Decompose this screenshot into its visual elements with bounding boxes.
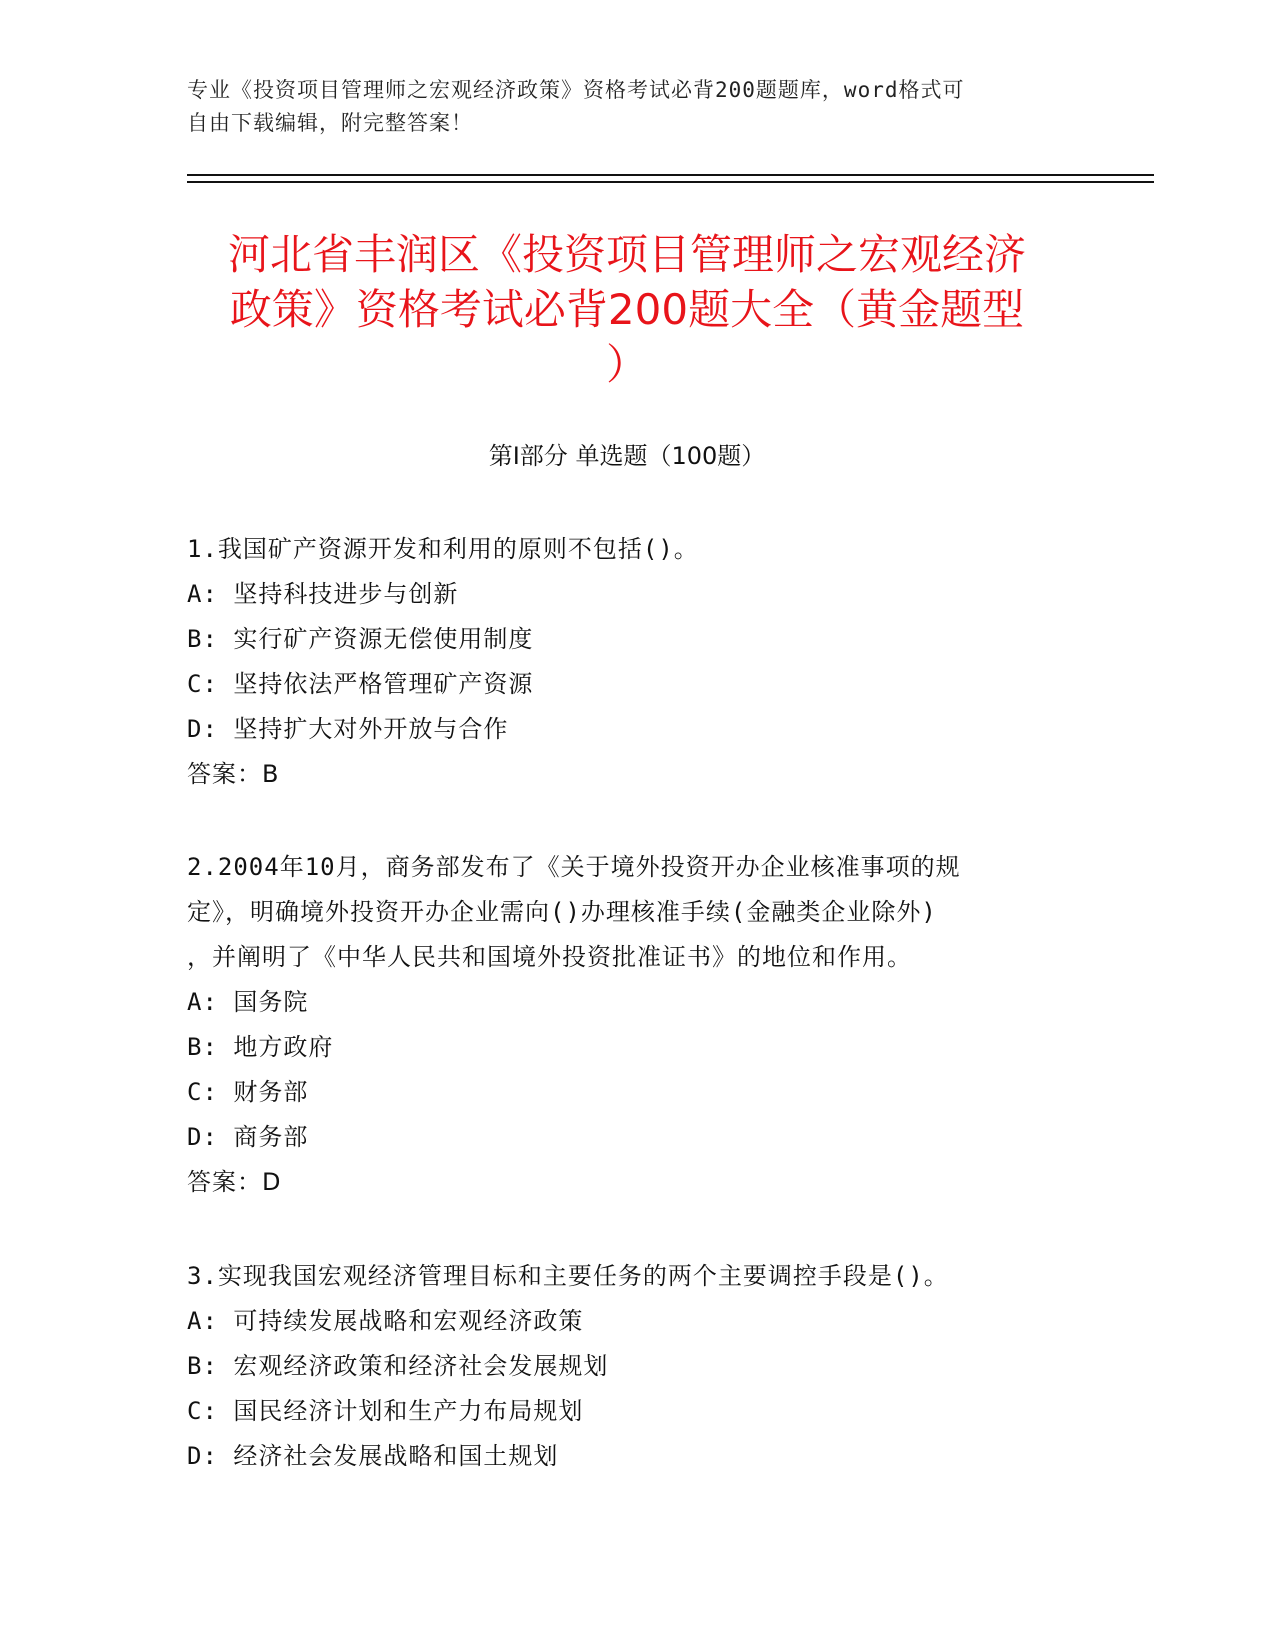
- option-d: D: 经济社会发展战略和国土规划: [187, 1442, 559, 1470]
- question-2: [187, 845, 1087, 1205]
- option-d: D: 坚持扩大对外开放与合作: [187, 715, 509, 743]
- document-title: [187, 227, 1067, 392]
- question-stem: 2.2004年10月，商务部发布了《关于境外投资开办企业核准事项的规: [187, 853, 961, 881]
- option-c: C: 财务部: [187, 1078, 309, 1106]
- option-c: C: 坚持依法严格管理矿产资源: [187, 670, 534, 698]
- option-c: C: 国民经济计划和生产力布局规划: [187, 1397, 584, 1425]
- option-a: A: 可持续发展战略和宏观经济政策: [187, 1307, 584, 1335]
- option-b: B: 实行矿产资源无偿使用制度: [187, 625, 534, 653]
- option-b: B: 地方政府: [187, 1033, 334, 1061]
- header-note: [187, 74, 1067, 140]
- question-stem: 1.我国矿产资源开发和利用的原则不包括()。: [187, 535, 699, 563]
- header-note-line: 自由下载编辑，附完整答案！: [187, 111, 473, 135]
- title-line: 政策》资格考试必背200题大全（黄金题型: [229, 285, 1025, 334]
- question-stem: 3.实现我国宏观经济管理目标和主要任务的两个主要调控手段是()。: [187, 1262, 949, 1290]
- title-line: 河北省丰润区《投资项目管理师之宏观经济: [227, 230, 1026, 279]
- question-3: [187, 1254, 1087, 1479]
- question-1: [187, 527, 1087, 797]
- option-b: B: 宏观经济政策和经济社会发展规划: [187, 1352, 609, 1380]
- title-line: ）: [605, 340, 648, 389]
- header-note-line: 专业《投资项目管理师之宏观经济政策》资格考试必背200题题库，word格式可: [187, 78, 965, 102]
- option-a: A: 坚持科技进步与创新: [187, 580, 459, 608]
- option-d: D: 商务部: [187, 1123, 309, 1151]
- section-title: 第Ⅰ部分 单选题（100题）: [488, 442, 766, 470]
- header-divider: [187, 181, 1154, 183]
- answer: 答案：D: [187, 1168, 282, 1196]
- answer: 答案：B: [187, 760, 280, 788]
- option-a: A: 国务院: [187, 988, 309, 1016]
- header-divider: [187, 174, 1154, 176]
- question-stem: 定》，明确境外投资开办企业需向()办理核准手续(金融类企业除外): [187, 898, 937, 926]
- question-stem: ，并阐明了《中华人民共和国境外投资批准证书》的地位和作用。: [187, 943, 912, 971]
